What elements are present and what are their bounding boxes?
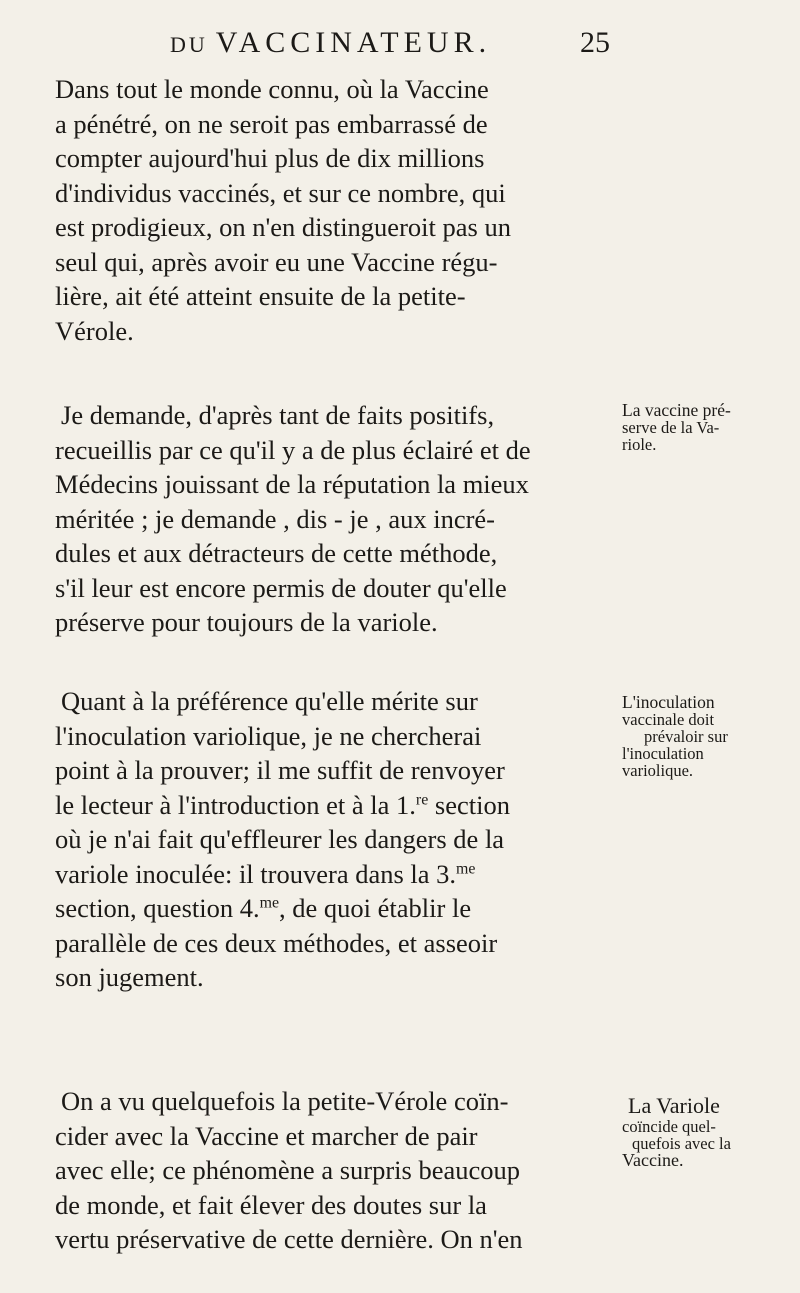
text-line: préserve pour toujours de la variole. (55, 607, 438, 637)
text-line: s'il leur est encore permis de douter qu'elle (55, 572, 507, 603)
text-line: dules et aux détracteurs de cette méthode, (55, 538, 498, 568)
text-line: cider avec la Vaccine et marcher de pair (55, 1120, 478, 1151)
text-line: Je demande, d'après tant de faits positifs, (61, 400, 495, 430)
page-number: 25 (580, 26, 610, 59)
text-line: est prodigieux, on n'en distingueroit pas un (55, 212, 511, 242)
note-line: variolique. (622, 761, 694, 780)
text-line (55, 788, 615, 823)
text-line: parallèle de ces deux méthodes, et asseoir (55, 927, 498, 958)
text-line: point à la prouver; il me suffit de renvoyer (55, 755, 505, 785)
paragraph-4 (55, 1084, 615, 1257)
text-line: compter aujourd'hui plus de dix millions (55, 143, 485, 173)
text-line: d'individus vaccinés, et sur ce nombre, qui (55, 177, 506, 208)
superscript: re (415, 790, 429, 808)
margin-note-2 (622, 694, 800, 779)
text-line: seul qui, après avoir eu une Vaccine régu- (55, 246, 498, 277)
text-line (55, 857, 615, 892)
margin-note-1 (622, 402, 800, 453)
text-segment: variole inoculée: il trouvera dans la 3. (55, 858, 457, 889)
note-line: riole. (622, 435, 657, 454)
running-title-du: DU (170, 32, 208, 57)
note-line: serve de la Va- (622, 418, 720, 437)
paragraph-3 (55, 684, 615, 995)
text-line: son jugement. (55, 962, 204, 992)
note-line: prévaloir sur (644, 727, 728, 746)
text-line: de monde, et fait élever des doutes sur la (55, 1189, 487, 1220)
text-line: Dans tout le monde connu, où la Vaccine (55, 74, 489, 104)
running-header (150, 22, 610, 62)
note-line: La vaccine pré- (622, 400, 731, 420)
text-line: méritée ; je demande , dis - je , aux incré- (55, 503, 496, 534)
running-title (170, 26, 491, 60)
text-line: recueillis par ce qu'il y a de plus éclairé et de (55, 434, 531, 465)
text-line: Quant à la préférence qu'elle mérite sur (61, 686, 478, 716)
note-line: L'inoculation (622, 692, 715, 712)
text-line: où je n'ai fait qu'effleurer les dangers de la (55, 824, 505, 854)
margin-note-3 (622, 1094, 800, 1169)
paragraph-2 (55, 398, 615, 640)
text-segment: section (428, 789, 510, 820)
text-segment: le lecteur à l'introduction et à la 1. (55, 789, 416, 820)
text-line: Médecins jouissant de la réputation la mieux (55, 469, 529, 499)
paragraph-1 (55, 72, 615, 348)
text-line (55, 891, 615, 926)
note-line: l'inoculation (622, 744, 704, 763)
superscript: me (456, 859, 476, 877)
superscript: me (259, 894, 280, 912)
text-line: a pénétré, on ne seroit pas embarrassé de (55, 108, 488, 139)
note-line: Vaccine. (622, 1150, 684, 1170)
text-segment: section, question 4. (55, 893, 260, 923)
text-line: Vérole. (55, 315, 134, 346)
note-line: La Variole (628, 1093, 720, 1118)
note-line: coïncide quel- (622, 1117, 716, 1136)
note-line: vaccinale doit (622, 710, 715, 729)
text-line: On a vu quelquefois la petite-Vérole coïn- (61, 1086, 509, 1116)
note-line: quefois avec la (632, 1134, 731, 1153)
text-line: lière, ait été atteint ensuite de la petite- (55, 281, 466, 311)
text-line: l'inoculation variolique, je ne chercherai (55, 720, 482, 751)
running-title-text: VACCINATEUR. (215, 26, 492, 59)
text-line: vertu préservative de cette dernière. On n'en (55, 1224, 523, 1254)
text-line: avec elle; ce phénomène a surpris beaucoup (55, 1155, 521, 1185)
text-segment: , de quoi établir le (279, 893, 472, 923)
